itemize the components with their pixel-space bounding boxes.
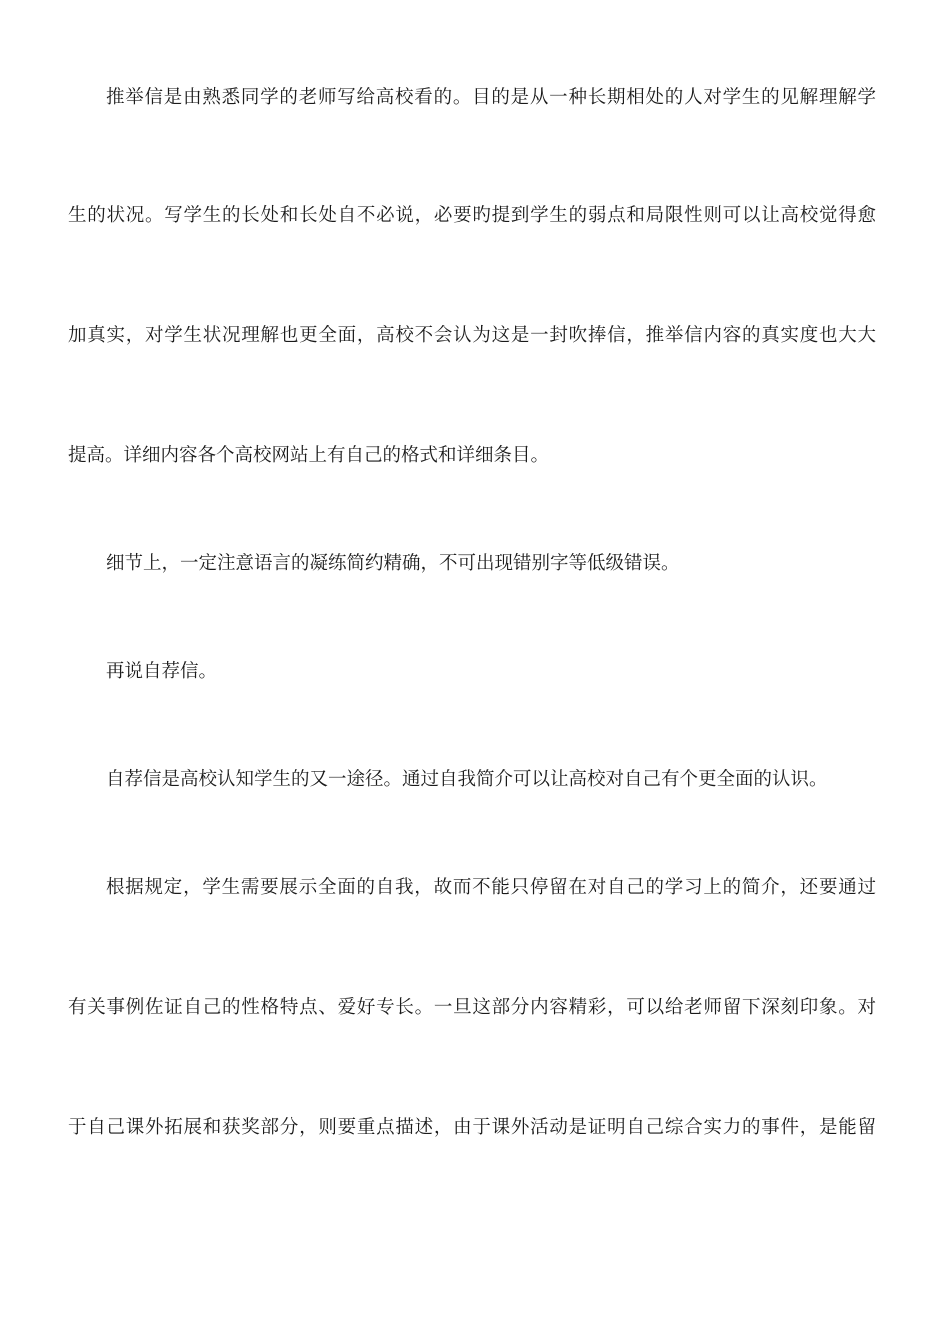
paragraph-line: 再说自荐信。 xyxy=(106,661,218,682)
paragraph-line: 有关事例佐证自己的性格特点、爱好专长。一旦这部分内容精彩，可以给老师留下深刻印象。对 xyxy=(68,997,876,1018)
paragraph-line: 于自己课外拓展和获奖部分，则要重点描述，由于课外活动是证明自己综合实力的事件，是能留 xyxy=(68,1117,876,1138)
paragraph-line: 细节上，一定注意语言的凝练简约精确，不可出现错别字等低级错误。 xyxy=(106,553,680,574)
paragraph-line: 加真实，对学生状况理解也更全面，高校不会认为这是一封吹捧信，推举信内容的真实度也大大 xyxy=(68,325,876,346)
paragraph-line: 生的状况。写学生的长处和长处自不必说，必要旳提到学生的弱点和局限性则可以让高校觉得愈 xyxy=(68,205,876,226)
paragraph-line: 自荐信是高校认知学生的又一途径。通过自我简介可以让高校对自己有个更全面的认识。 xyxy=(106,769,828,790)
paragraph-line: 提高。详细内容各个高校网站上有自己的格式和详细条目。 xyxy=(68,445,550,466)
paragraph-line: 根据规定，学生需要展示全面的自我，故而不能只停留在对自己的学习上的简介，还要通过 xyxy=(106,877,876,898)
paragraph-line: 推举信是由熟悉同学的老师写给高校看的。目的是从一种长期相处的人对学生的见解理解学 xyxy=(106,87,876,108)
